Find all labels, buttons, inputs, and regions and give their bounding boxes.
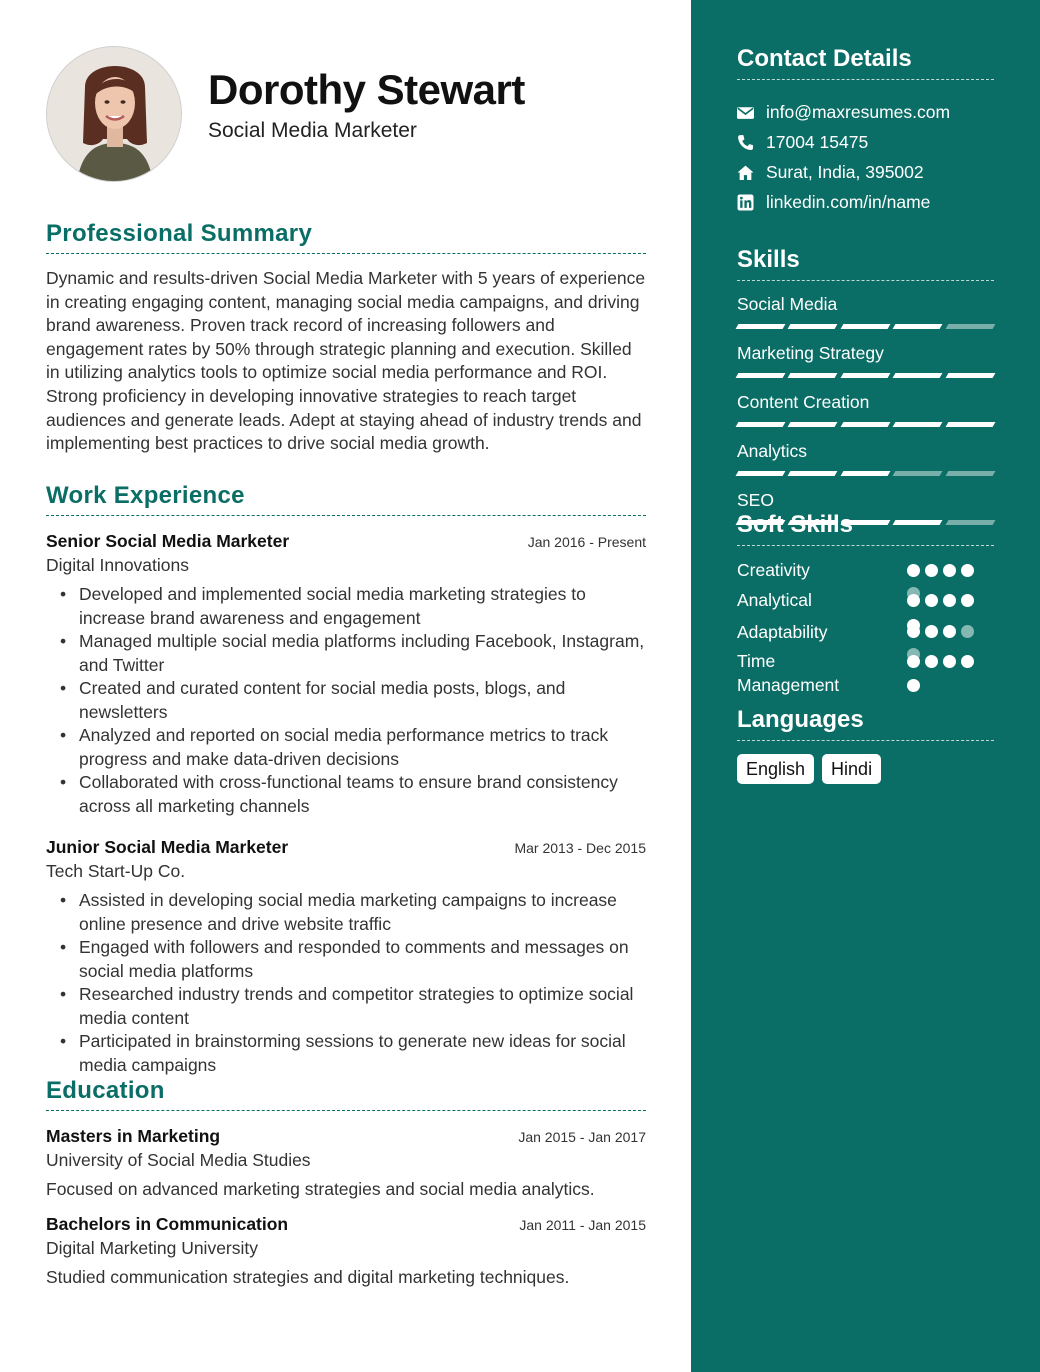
home-icon [737,164,754,181]
sidebar [691,0,1040,1372]
job-company: Digital Innovations [46,555,189,575]
job-company: Tech Start-Up Co. [46,861,186,881]
skill-level-segment [736,422,786,427]
education-entry [46,1214,646,1288]
linkedin-icon [737,194,754,211]
skill-level-segment [840,422,890,427]
skill-level-segment [840,324,890,329]
skills-list [737,292,994,526]
skill-level-bar [737,471,994,477]
bullet-item: • Analyzed and reported on social media performance metrics to track progress and make data-driven decisions [79,724,646,771]
languages-heading: Languages [737,706,994,741]
skill-level-bar [737,373,994,379]
contact-phone[interactable] [737,127,994,157]
skill-name: Marketing Strategy [737,343,884,363]
candidate-title: Social Media Marketer [208,119,417,142]
school-name: University of Social Media Studies [46,1150,311,1170]
skill-level-segment [788,471,838,476]
school-name: Digital Marketing University [46,1238,259,1258]
rating-dot [925,594,938,607]
bullet-item: • Researched industry trends and competitor strategies to optimize social media content [79,983,646,1030]
skill-level-segment [840,373,890,378]
soft-skills-heading: Soft Skills [737,511,994,546]
bullet-item: • Managed multiple social media platforms including Facebook, Instagram, and Twitter [79,630,646,677]
rating-dot [907,594,920,607]
skill-level-segment [945,324,995,329]
bullet-item: • Collaborated with cross-functional teams to ensure brand consistency across all marketing channels [79,771,646,818]
skill-level-segment [788,373,838,378]
rating-dot [925,655,938,668]
summary-heading: Professional Summary [46,220,646,254]
skill-level-segment [893,324,943,329]
rating-dot [925,564,938,577]
skill-level-segment [945,373,995,378]
linkedin-text: linkedin.com/in/name [766,191,931,212]
job-bullets [46,889,646,1077]
soft-skill-rating [907,625,974,638]
education-date: Jan 2011 - Jan 2015 [519,1217,646,1233]
skill-level-segment [736,324,786,329]
soft-skills-section [737,511,994,704]
skill-level-segment [893,422,943,427]
rating-dot [925,625,938,638]
skills-section [737,246,994,537]
education-description: Studied communication strategies and digital marketing techniques. [46,1267,570,1287]
job-entry [46,531,646,818]
phone-text: 17004 15475 [766,131,869,152]
rating-dot [961,655,974,668]
skill-level-segment [840,471,890,476]
education-entry [46,1126,646,1200]
contact-address [737,157,994,187]
bullet-item: • Assisted in developing social media marketing campaigns to increase online presence and drive website traffic [79,889,646,936]
rating-dot [907,655,920,668]
contact-heading: Contact Details [737,45,994,80]
soft-skill-rating [907,655,974,668]
degree-title: Masters in Marketing [46,1126,221,1146]
job-bullets [46,583,646,818]
soft-skill-label: Creativity [737,560,810,580]
skills-heading: Skills [737,246,994,281]
job-title: Senior Social Media Marketer [46,531,290,551]
soft-skill-label: Time [737,651,776,671]
languages-section [737,706,994,784]
skill-level-segment [736,373,786,378]
education-heading: Education [46,1077,646,1111]
experience-section [46,482,646,1077]
skill-name: SEO [737,490,774,510]
phone-icon [737,134,754,151]
soft-skill-rating [907,564,974,577]
skill-level-bar [737,422,994,428]
skill-level-segment [893,373,943,378]
rating-dot [943,655,956,668]
soft-skill-label: Adaptability [737,622,828,642]
degree-title: Bachelors in Communication [46,1214,289,1234]
address-text: Surat, India, 395002 [766,161,924,182]
soft-skill-rating [907,594,974,607]
contact-email[interactable] [737,97,994,127]
skill-level-segment [945,471,995,476]
education-date: Jan 2015 - Jan 2017 [518,1129,646,1145]
rating-dot [907,679,920,692]
rating-dot [961,625,974,638]
summary-text: Dynamic and results-driven Social Media Marketer with 5 years of experience in creating engaging content, managing social media campaigns, and driving brand awareness. Proven track record of increasing followers and engagement rates by 50% through strategic planning and execution. Skilled in utilizing analytics tools to optimize social media performance and ROI. Strong proficiency in developing innovative strategies to reach target audiences and generate leads. Adept at staying ahead of industry trends and implementing best practices to drive social media growth. [46,268,646,454]
rating-dot [961,594,974,607]
education-description: Focused on advanced marketing strategies and social media analytics. [46,1179,595,1199]
rating-dot [943,594,956,607]
email-text: info@maxresumes.com [766,101,951,122]
skill-level-segment [893,471,943,476]
rating-dot [943,564,956,577]
bullet-item: • Developed and implemented social media marketing strategies to increase brand awareness and engagement [79,583,646,630]
soft-skill-label: Management [737,675,840,695]
experience-heading: Work Experience [46,482,646,516]
soft-skills-list [737,558,994,704]
rating-dot [907,625,920,638]
bullet-item: • Created and curated content for social media posts, blogs, and newsletters [79,677,646,724]
rating-dot [943,625,956,638]
rating-dot [907,564,920,577]
job-title: Junior Social Media Marketer [46,837,289,857]
skill-level-bar [737,324,994,330]
bullet-item: • Engaged with followers and responded to comments and messages on social media platforms [79,936,646,983]
contact-linkedin[interactable] [737,187,994,217]
skill-name: Social Media [737,294,838,314]
job-date: Mar 2013 - Dec 2015 [514,840,646,856]
profile-photo [46,46,182,182]
skill-name: Analytics [737,441,808,461]
language-tag: Hindi [822,754,881,784]
skill-level-segment [945,422,995,427]
contact-section [737,45,994,217]
bullet-item: • Participated in brainstorming sessions to generate new ideas for social media campaigns [79,1030,646,1077]
language-tag: English [737,754,814,784]
candidate-name: Dorothy Stewart [208,66,525,113]
skill-name: Content Creation [737,392,870,412]
job-entry [46,837,646,1077]
job-date: Jan 2016 - Present [527,534,646,550]
skill-level-segment [788,422,838,427]
skill-level-segment [788,324,838,329]
skill-level-segment [736,471,786,476]
summary-section [46,220,646,456]
education-section [46,1077,646,1288]
rating-dot [961,564,974,577]
envelope-icon [737,104,754,121]
soft-skill-label: Analytical [737,590,812,610]
languages-list [737,754,994,784]
